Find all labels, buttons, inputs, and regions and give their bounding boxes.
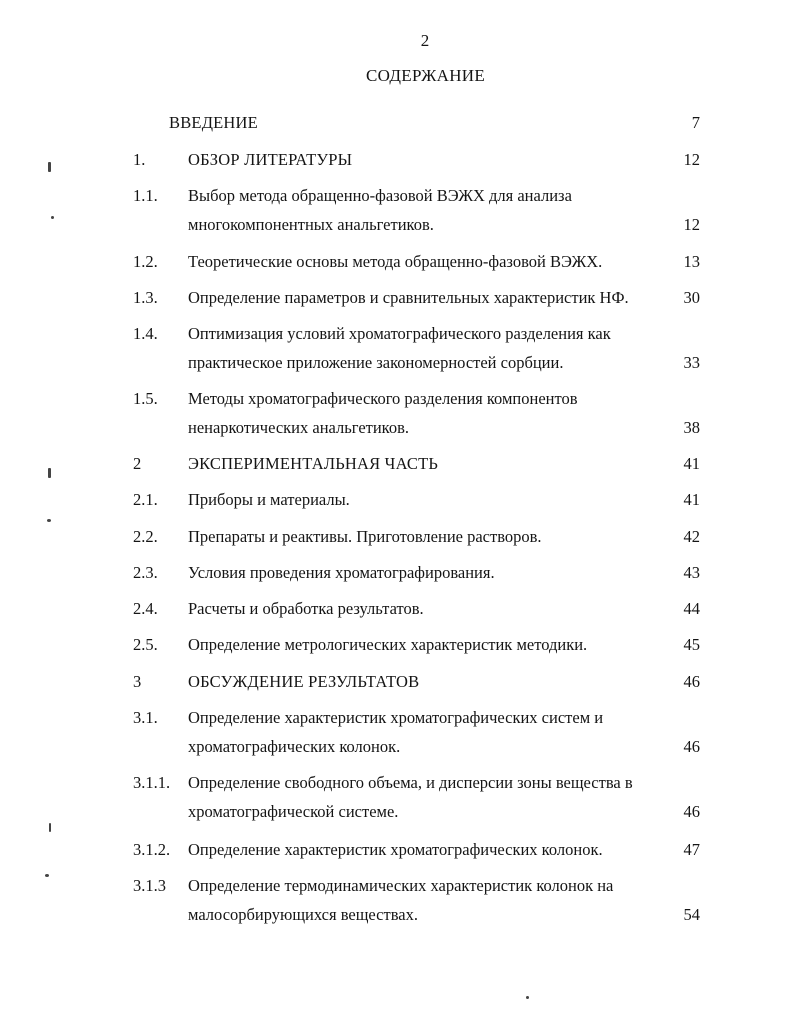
- scan-speck: [48, 468, 51, 478]
- toc-entry-number: 2.1.: [133, 490, 158, 509]
- toc-entry-page: 30: [683, 288, 700, 307]
- toc-entry-title: ОБЗОР ЛИТЕРАТУРЫ: [188, 150, 353, 169]
- scan-speck: [47, 519, 51, 522]
- toc-entry-title: Определение метрологических характеристик методики.: [188, 635, 588, 654]
- toc-entry-page: 46: [683, 802, 700, 821]
- toc-entry-page: 46: [683, 672, 700, 691]
- toc-entry-page: 42: [683, 527, 700, 546]
- scan-speck: [51, 216, 54, 219]
- toc-entry-title: Условия проведения хроматографирования.: [188, 563, 495, 582]
- toc-entry-page: 41: [683, 454, 700, 473]
- page-number: 2: [420, 31, 430, 50]
- toc-entry-title: Препараты и реактивы. Приготовление растворов.: [188, 527, 542, 546]
- toc-entry-page: 41: [683, 490, 700, 509]
- toc-entry-title: Определение термодинамических характеристик колонок на: [188, 876, 614, 895]
- toc-entry-number: 2.2.: [133, 527, 158, 546]
- toc-entry-title: Теоретические основы метода обращенно-фазовой ВЭЖХ.: [188, 252, 603, 271]
- toc-entry-number: 2.5.: [133, 635, 158, 654]
- toc-entry-title-cont: хроматографической системе.: [188, 802, 399, 821]
- toc-entry-page: 44: [683, 599, 700, 618]
- toc-entry-page: 47: [683, 840, 700, 859]
- toc-entry-number: 1.: [133, 150, 146, 169]
- toc-entry-page: 38: [683, 418, 700, 437]
- toc-entry-page: 13: [683, 252, 700, 271]
- scan-speck: [49, 823, 51, 832]
- toc-entry-number: 2.3.: [133, 563, 158, 582]
- toc-entry-page: 43: [683, 563, 700, 582]
- toc-entry-title: Приборы и материалы.: [188, 490, 350, 509]
- toc-entry-title: Расчеты и обработка результатов.: [188, 599, 424, 618]
- toc-entry-title: Определение характеристик хроматографических систем и: [188, 708, 604, 727]
- toc-entry-page: 7: [691, 113, 700, 132]
- toc-entry-title: ЭКСПЕРИМЕНТАЛЬНАЯ ЧАСТЬ: [188, 454, 439, 473]
- toc-entry-page: 12: [683, 215, 700, 234]
- toc-entry-number: 1.1.: [133, 186, 158, 205]
- toc-entry-title: Определение характеристик хроматографических колонок.: [188, 840, 603, 859]
- toc-entry-title: Определение параметров и сравнительных характеристик НФ.: [188, 288, 629, 307]
- toc-entry-title: Выбор метода обращенно-фазовой ВЭЖХ для анализа: [188, 186, 572, 205]
- toc-entry-title-cont: многокомпонентных анальгетиков.: [188, 215, 434, 234]
- toc-entry-page: 46: [683, 737, 700, 756]
- toc-entry-number: 3: [133, 672, 142, 691]
- toc-entry-page: 33: [683, 353, 700, 372]
- toc-entry-number: 3.1.1.: [133, 773, 171, 792]
- toc-entry-title: Определение свободного объема, и дисперсии зоны вещества в: [188, 773, 633, 792]
- toc-entry-number: 1.2.: [133, 252, 158, 271]
- toc-entry-number: 3.1.3: [133, 876, 166, 895]
- toc-entry-page: 45: [683, 635, 700, 654]
- scan-speck: [45, 874, 49, 877]
- toc-entry-number: 1.5.: [133, 389, 158, 408]
- toc-entry-number: 1.3.: [133, 288, 158, 307]
- toc-entry-number: 3.1.2.: [133, 840, 171, 859]
- toc-entry-title-cont: хроматографических колонок.: [188, 737, 401, 756]
- toc-entry-title: ОБСУЖДЕНИЕ РЕЗУЛЬТАТОВ: [188, 672, 420, 691]
- toc-entry-title-cont: ненаркотических анальгетиков.: [188, 418, 410, 437]
- toc-entry-page: 12: [683, 150, 700, 169]
- toc-entry-title-cont: практическое приложение закономерностей сорбции.: [188, 353, 564, 372]
- toc-entry-title: ВВЕДЕНИЕ: [169, 113, 258, 132]
- toc-entry-title: Методы хроматографического разделения компонентов: [188, 389, 578, 408]
- toc-entry-number: 1.4.: [133, 324, 158, 343]
- toc-entry-number: 3.1.: [133, 708, 158, 727]
- scan-speck: [48, 162, 51, 172]
- toc-entry-title-cont: малосорбирующихся веществах.: [188, 905, 418, 924]
- toc-entry-page: 54: [683, 905, 700, 924]
- toc-entry-number: 2: [133, 454, 142, 473]
- toc-entry-number: 2.4.: [133, 599, 158, 618]
- scan-speck: [526, 996, 529, 999]
- toc-entry-title: Оптимизация условий хроматографического разделения как: [188, 324, 611, 343]
- page-title: СОДЕРЖАНИЕ: [366, 66, 486, 85]
